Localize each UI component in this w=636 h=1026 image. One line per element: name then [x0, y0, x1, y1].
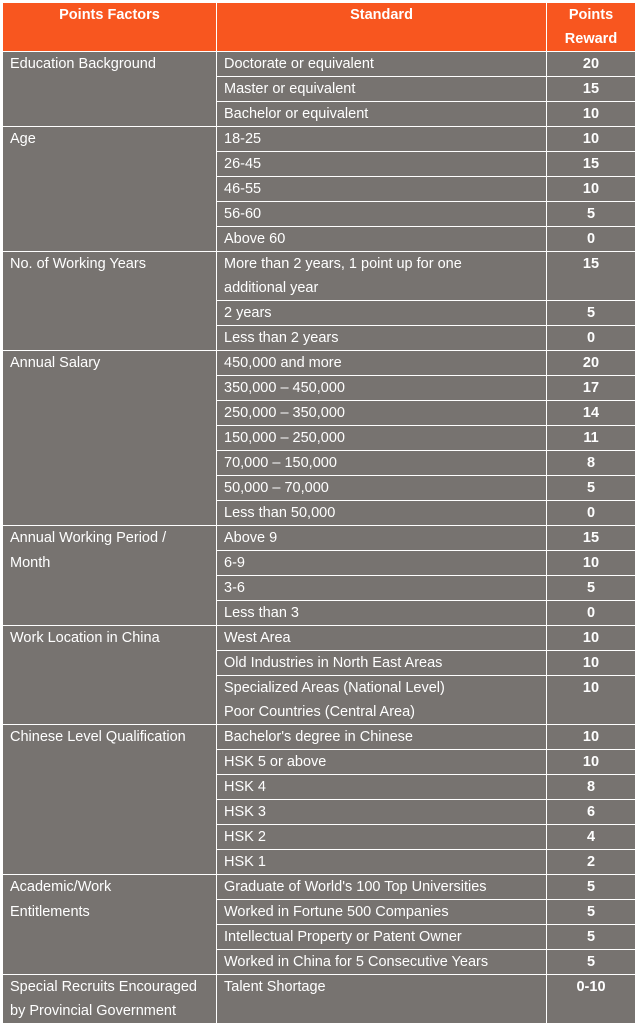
table-row: [3, 252, 636, 277]
points-cell: 0: [547, 601, 636, 626]
points-cell: 2: [547, 850, 636, 875]
points-cell: 15: [547, 77, 636, 102]
table-row: [3, 127, 636, 152]
standard-cell: Old Industries in North East Areas: [217, 651, 547, 676]
factor-cell: Annual Salary: [3, 351, 217, 376]
standard-cell: 150,000 – 250,000: [217, 426, 547, 451]
points-cell: 10: [547, 651, 636, 676]
table-row: [3, 351, 636, 376]
standard-cell: HSK 2: [217, 825, 547, 850]
table-row: [3, 202, 636, 227]
table-row: [3, 750, 636, 775]
standard-cell: Bachelor's degree in Chinese: [217, 725, 547, 750]
table-row: [3, 875, 636, 900]
points-table: [2, 2, 636, 1024]
table-row: [3, 476, 636, 501]
points-cell: 5: [547, 900, 636, 925]
points-cell: 10: [547, 725, 636, 750]
factor-cell: [3, 925, 217, 950]
factor-cell: [3, 750, 217, 775]
table-row: [3, 601, 636, 626]
standard-cell: 3-6: [217, 576, 547, 601]
points-cell: 5: [547, 925, 636, 950]
factor-cell: [3, 800, 217, 825]
factor-cell: [3, 152, 217, 177]
points-cell: 15: [547, 152, 636, 177]
standard-cell: 46-55: [217, 177, 547, 202]
factor-cell: Annual Working Period /: [3, 526, 217, 551]
standard-cell: Poor Countries (Central Area): [217, 700, 547, 725]
factor-cell: Entitlements: [3, 900, 217, 925]
table-row: [3, 626, 636, 651]
header-points-reward: [547, 3, 636, 52]
factor-cell: Work Location in China: [3, 626, 217, 651]
factor-cell: [3, 426, 217, 451]
standard-cell: HSK 1: [217, 850, 547, 875]
standard-cell: Doctorate or equivalent: [217, 52, 547, 77]
points-cell: 5: [547, 301, 636, 326]
standard-cell: additional year: [217, 276, 547, 301]
table-row: [3, 227, 636, 252]
factor-cell: [3, 601, 217, 626]
points-cell: [547, 276, 636, 301]
factor-cell: Education Background: [3, 52, 217, 77]
table-row: [3, 52, 636, 77]
points-cell: 17: [547, 376, 636, 401]
table-row: [3, 825, 636, 850]
factor-cell: Age: [3, 127, 217, 152]
table-row: [3, 501, 636, 526]
table-row: [3, 576, 636, 601]
points-cell: [547, 700, 636, 725]
points-cell: 14: [547, 401, 636, 426]
table-row: [3, 999, 636, 1024]
points-cell: 10: [547, 750, 636, 775]
factor-cell: [3, 850, 217, 875]
table-row: [3, 551, 636, 576]
points-cell: 0-10: [547, 975, 636, 1000]
standard-cell: West Area: [217, 626, 547, 651]
factor-cell: [3, 276, 217, 301]
standard-cell: 18-25: [217, 127, 547, 152]
points-cell: 0: [547, 501, 636, 526]
standard-cell: 2 years: [217, 301, 547, 326]
points-cell: 5: [547, 576, 636, 601]
header-points-line2: Reward: [564, 31, 618, 47]
standard-cell: 26-45: [217, 152, 547, 177]
table-row: [3, 426, 636, 451]
table-row: [3, 102, 636, 127]
standard-cell: 50,000 – 70,000: [217, 476, 547, 501]
table-row: [3, 775, 636, 800]
factor-cell: [3, 177, 217, 202]
factor-cell: [3, 326, 217, 351]
table-row: [3, 725, 636, 750]
points-cell: 10: [547, 102, 636, 127]
points-cell: 20: [547, 52, 636, 77]
table-row: [3, 925, 636, 950]
standard-cell: Less than 2 years: [217, 326, 547, 351]
factor-cell: Chinese Level Qualification: [3, 725, 217, 750]
factor-cell: [3, 102, 217, 127]
table-row: [3, 177, 636, 202]
table-row: [3, 526, 636, 551]
table-row: [3, 77, 636, 102]
factor-cell: [3, 676, 217, 701]
table-row: [3, 950, 636, 975]
standard-cell: Bachelor or equivalent: [217, 102, 547, 127]
standard-cell: Worked in China for 5 Consecutive Years: [217, 950, 547, 975]
points-cell: 5: [547, 476, 636, 501]
standard-cell: Master or equivalent: [217, 77, 547, 102]
factor-cell: [3, 451, 217, 476]
factor-cell: [3, 651, 217, 676]
header-points-factors: Points Factors: [3, 3, 217, 52]
points-cell: 10: [547, 676, 636, 701]
table-row: [3, 900, 636, 925]
standard-cell: HSK 3: [217, 800, 547, 825]
points-cell: 10: [547, 551, 636, 576]
factor-cell: [3, 301, 217, 326]
table-row: [3, 401, 636, 426]
points-cell: 5: [547, 950, 636, 975]
table-row: [3, 376, 636, 401]
factor-cell: by Provincial Government: [3, 999, 217, 1024]
points-cell: 20: [547, 351, 636, 376]
table-row: [3, 676, 636, 701]
standard-cell: [217, 999, 547, 1024]
standard-cell: Worked in Fortune 500 Companies: [217, 900, 547, 925]
points-cell: 10: [547, 177, 636, 202]
factor-cell: [3, 401, 217, 426]
standard-cell: 56-60: [217, 202, 547, 227]
factor-cell: [3, 576, 217, 601]
standard-cell: 350,000 – 450,000: [217, 376, 547, 401]
standard-cell: Intellectual Property or Patent Owner: [217, 925, 547, 950]
standard-cell: 6-9: [217, 551, 547, 576]
table-row: [3, 326, 636, 351]
standard-cell: HSK 4: [217, 775, 547, 800]
factor-cell: No. of Working Years: [3, 252, 217, 277]
factor-cell: [3, 775, 217, 800]
table-row: [3, 800, 636, 825]
factor-cell: [3, 227, 217, 252]
factor-cell: [3, 77, 217, 102]
points-cell: 6: [547, 800, 636, 825]
points-cell: [547, 999, 636, 1024]
table-row: [3, 850, 636, 875]
factor-cell: [3, 376, 217, 401]
header-row: [3, 3, 636, 52]
points-cell: 8: [547, 451, 636, 476]
points-cell: 5: [547, 202, 636, 227]
factor-cell: [3, 700, 217, 725]
points-cell: 0: [547, 326, 636, 351]
points-cell: 0: [547, 227, 636, 252]
standard-cell: Less than 50,000: [217, 501, 547, 526]
points-cell: 8: [547, 775, 636, 800]
points-cell: 10: [547, 127, 636, 152]
factor-cell: [3, 476, 217, 501]
factor-cell: [3, 501, 217, 526]
standard-cell: 450,000 and more: [217, 351, 547, 376]
table-row: [3, 700, 636, 725]
header-points-line1: Points: [568, 7, 614, 23]
table-row: [3, 276, 636, 301]
factor-cell: Month: [3, 551, 217, 576]
factor-cell: Special Recruits Encouraged: [3, 975, 217, 1000]
header-standard: Standard: [217, 3, 547, 52]
factor-cell: [3, 825, 217, 850]
standard-cell: 70,000 – 150,000: [217, 451, 547, 476]
factor-cell: [3, 202, 217, 227]
table-row: [3, 651, 636, 676]
points-cell: 5: [547, 875, 636, 900]
standard-cell: HSK 5 or above: [217, 750, 547, 775]
points-cell: 15: [547, 526, 636, 551]
table-row: [3, 152, 636, 177]
standard-cell: Less than 3: [217, 601, 547, 626]
standard-cell: Graduate of World's 100 Top Universities: [217, 875, 547, 900]
standard-cell: Above 9: [217, 526, 547, 551]
factor-cell: [3, 950, 217, 975]
points-cell: 15: [547, 252, 636, 277]
table-row: [3, 451, 636, 476]
table-row: [3, 975, 636, 1000]
factor-cell: Academic/Work: [3, 875, 217, 900]
points-cell: 10: [547, 626, 636, 651]
standard-cell: Specialized Areas (National Level): [217, 676, 547, 701]
points-cell: 11: [547, 426, 636, 451]
table-row: [3, 301, 636, 326]
standard-cell: Talent Shortage: [217, 975, 547, 1000]
standard-cell: Above 60: [217, 227, 547, 252]
standard-cell: 250,000 – 350,000: [217, 401, 547, 426]
points-cell: 4: [547, 825, 636, 850]
standard-cell: More than 2 years, 1 point up for one: [217, 252, 547, 277]
